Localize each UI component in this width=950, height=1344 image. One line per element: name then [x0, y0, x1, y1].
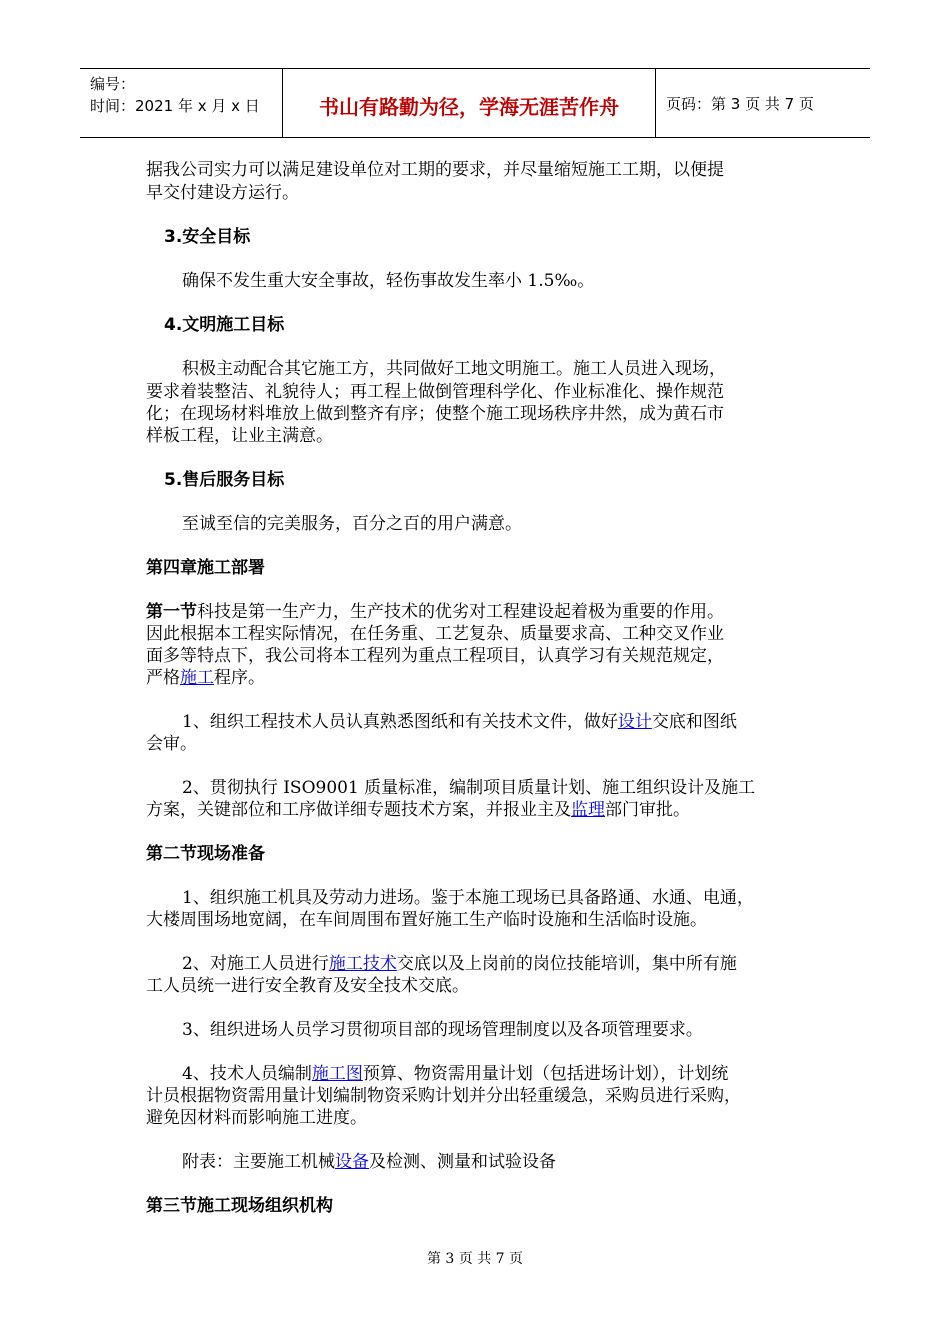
paragraph-line: 避免因材料而影响施工进度。: [146, 1108, 367, 1128]
paragraph-line: 至诚至信的完美服务，百分之百的用户满意。: [182, 514, 522, 534]
motto: 书山有路勤为径，学海无涯苦作舟: [319, 95, 619, 119]
paragraph-line: 积极主动配合其它施工方，共同做好工地文明施工。施工人员进入现场，: [182, 359, 726, 379]
paragraph-line: 附表：主要施工机械设备及检测、测量和试验设备: [182, 1152, 556, 1172]
section-heading: 4.文明施工目标: [164, 315, 285, 335]
paragraph-line: 确保不发生重大安全事故，轻伤事故发生率小 1.5‰。: [182, 271, 595, 291]
paragraph-line: 4、技术人员编制施工图预算、物资需用量计划（包括进场计划），计划统: [182, 1064, 729, 1084]
section-heading: 3.安全目标: [164, 227, 251, 247]
paragraph-line: 2、对施工人员进行施工技术交底以及上岗前的岗位技能培训，集中所有施: [182, 954, 737, 974]
number-label: 编号：: [90, 75, 136, 93]
paragraph-line: 会审。: [146, 734, 197, 754]
header-motto-cell: [283, 69, 656, 137]
paragraph-line: 大楼周围场地宽阔，在车间周围布置好施工生产临时设施和生活临时设施。: [146, 910, 707, 930]
section-heading: 5.售后服务目标: [164, 470, 285, 490]
paragraph-line: 第一节科技是第一生产力，生产技术的优劣对工程建设起着极为重要的作用。: [146, 602, 724, 622]
paragraph-line: 1、组织施工机具及劳动力进场。鉴于本施工现场已具备路通、水通、电通，: [182, 888, 754, 908]
paragraph-line: 1、组织工程技术人员认真熟悉图纸和有关技术文件，做好设计交底和图纸: [182, 712, 737, 732]
paragraph-line: 据我公司实力可以满足建设单位对工期的要求，并尽量缩短施工工期，以便提: [146, 160, 724, 180]
paragraph-line: 面多等特点下，我公司将本工程列为重点工程项目，认真学习有关规范规定，: [146, 646, 724, 666]
paragraph-line: 方案，关键部位和工序做详细专题技术方案，并报业主及监理部门审批。: [146, 800, 690, 820]
header-page-cell: [656, 69, 870, 137]
link-supervision[interactable]: 监理: [571, 800, 605, 820]
link-design[interactable]: 设计: [617, 712, 652, 732]
link-construction-technology[interactable]: 施工技术: [328, 954, 397, 974]
date-label: 时间：2021 年 x 月 x 日: [90, 97, 260, 115]
paragraph-line: 样板工程，让业主满意。: [146, 426, 333, 446]
header-page-number: 页码：第 3 页 共 7 页: [666, 95, 814, 113]
link-construction-drawing[interactable]: 施工图: [311, 1064, 363, 1084]
link-equipment[interactable]: 设备: [335, 1152, 369, 1172]
paragraph-line: 化；在现场材料堆放上做到整齐有序；使整个施工现场秩序井然，成为黄石市: [146, 404, 724, 424]
section-label: 第一节: [146, 602, 197, 622]
paragraph-line: 要求着装整洁、礼貌待人；再工程上做倒管理科学化、作业标准化、操作规范: [146, 382, 724, 402]
paragraph-line: 工人员统一进行安全教育及安全技术交底。: [146, 976, 469, 996]
section-heading: 第二节现场准备: [146, 844, 265, 864]
header-info-cell: [80, 69, 283, 137]
link-construction[interactable]: 施工: [180, 668, 214, 688]
paragraph-line: 计员根据物资需用量计划编制物资采购计划并分出轻重缓急，采购员进行采购，: [146, 1086, 741, 1106]
chapter-heading: 第四章施工部署: [146, 558, 265, 578]
page-footer: 第 3 页 共 7 页: [426, 1251, 524, 1267]
paragraph-line: 2、贯彻执行 ISO9001 质量标准，编制项目质量计划、施工组织设计及施工: [182, 778, 756, 798]
paragraph-line: 因此根据本工程实际情况，在任务重、工艺复杂、质量要求高、工种交叉作业: [146, 624, 724, 644]
page-header: [80, 68, 870, 138]
paragraph-line: 严格施工程序。: [146, 668, 265, 688]
paragraph-line: 早交付建设方运行。: [146, 183, 299, 203]
section-heading: 第三节施工现场组织机构: [146, 1196, 333, 1216]
paragraph-line: 3、组织进场人员学习贯彻项目部的现场管理制度以及各项管理要求。: [182, 1020, 703, 1040]
